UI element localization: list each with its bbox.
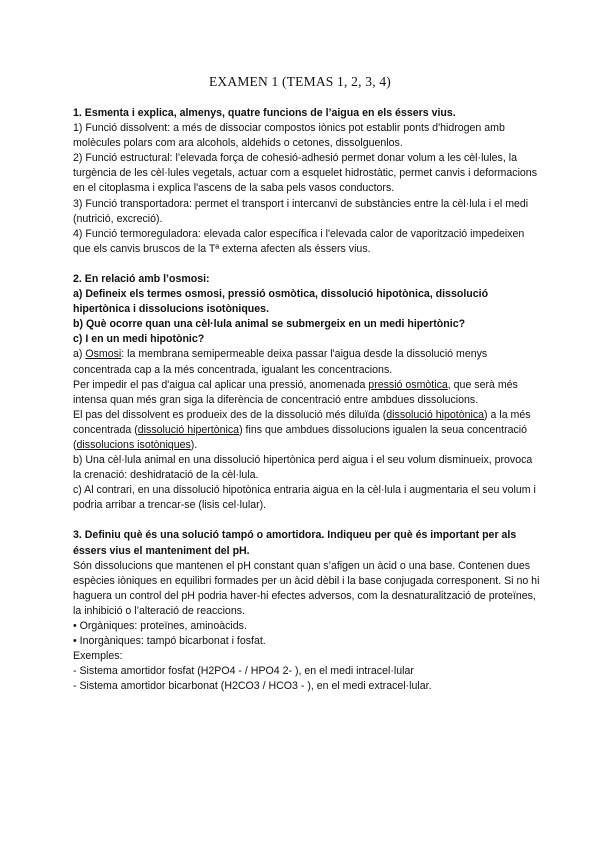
question-3: 3. Definiu què és una solució tampó o amortidora. Indiqueu per què és important per als éssers vius el manteniment del pH. bbox=[73, 529, 517, 557]
answer-3-definition: Són dissolucions que mantenen el pH constant quan s’afigen un àcid o una base. Contenen dues espècies iòniques en equilibri formades per un àcid dèbil i la base conjugada corresponent. Si no hi haguera un control del pH podria haver-hi efectes adversos, com la desnaturalització de proteïnes, la inhibició o l’alteració de reaccions. bbox=[73, 559, 540, 617]
answer-3-bullet-organic: • Orgàniques: proteïnes, aminoàcids. bbox=[73, 620, 247, 632]
answer-1-item-4: 4) Funció termoreguladora: elevada calor específica i l'elevada calor de vaporització impedeixen que els canvis bruscos de la Tª externa afecten als éssers vius. bbox=[73, 227, 525, 255]
answer-3-bullet-inorganic: • Inorgàniques: tampó bicarbonat i fosfat. bbox=[73, 635, 266, 648]
term-osmosi: Osmosi bbox=[85, 348, 122, 361]
term-pressio-osmotica: pressió osmòtica bbox=[368, 378, 448, 391]
question-2-heading: 2. En relació amb l’osmosi: bbox=[73, 272, 210, 285]
question-2b: b) Què ocorre quan una cèl·lula animal se submergeix en un medi hipertònic? bbox=[73, 318, 466, 331]
question-2a: a) Defineix els termes osmosi, pressió osmòtica, dissolució hipotònica, dissolució hipertònica i dissolucions isotòniques. bbox=[73, 288, 489, 316]
term-dissolucions-isotoniques: dissolucions isotòniques bbox=[76, 438, 191, 451]
question-2c: c) I en un medi hipotònic? bbox=[73, 333, 205, 346]
answer-2a-dissolucions: El pas del dissolvent es produeix des de la dissolució més diluïda (dissolució hipotònica) a la més concentrada (dissolució hipertònica) fins que ambdues dissolucions igualen la seua concentració (dissolucions isotòniques). bbox=[73, 408, 531, 451]
answer-2a-osmosi: a) Osmosi: la membrana semipermeable deixa passar l'aigua desde la dissolució menys concentrada cap a la més concentrada, igualant les concentracions. bbox=[73, 348, 488, 376]
document-body bbox=[73, 106, 543, 694]
answer-3-example-phosphate: - Sistema amortidor fosfat (H2PO4 - / HPO4 2- ), en el medi intracel·lular bbox=[73, 665, 414, 678]
term-dissolucio-hipotonica: dissolució hipotònica bbox=[386, 408, 485, 421]
exam-title: EXAMEN 1 (TEMAS 1, 2, 3, 4) bbox=[208, 74, 391, 89]
answer-1-item-2: 2) Funció estructural: l’elevada força de cohesió-adhesió permet donar volum a les cèl·lules, la turgència de les cèl·lules vegetals, actuar com a esquelet hidrostàtic, permet canvis i deformacions en el citoplasma i explica l'ascens de la saba pels vasos conductors. bbox=[73, 152, 537, 195]
answer-2c: c) Al contrari, en una dissolució hipotònica entraria aigua en la cèl·lula i augmentaria el seu volum i podria arribar a trencar-se (lisis cel·lular). bbox=[73, 484, 536, 512]
answer-1-item-1: 1) Funció dissolvent: a més de dissociar compostos iònics pot establir ponts d'hidrogen amb molècules polars com ara alcohols, aldehids o cetones, dissolguenlos. bbox=[73, 122, 505, 150]
answer-2a-pressio: Per impedir el pas d'aigua cal aplicar una pressió, anomenada pressió osmòtica, que serà més intensa quan més gran siga la diferència de concentració entre ambdues dissolucions. bbox=[73, 378, 518, 406]
question-1: 1. Esmenta i explica, almenys, quatre funcions de l’aigua en els éssers vius. bbox=[73, 107, 456, 119]
term-dissolucio-hipertonica: dissolució hipertònica bbox=[137, 423, 240, 436]
answer-1-item-3: 3) Funció transportadora: permet el transport i intercanvi de substàncies entre la cèl·lula i el medi (nutrició, excreció). bbox=[73, 197, 529, 225]
answer-2b: b) Una cèl·lula animal en una dissolució hipertònica perd aigua i el seu volum disminueix, provoca la crenació: deshidratació de la cèl·lula. bbox=[73, 454, 533, 482]
answer-3-examples-label: Exemples: bbox=[73, 650, 123, 663]
answer-3-example-bicarbonate: - Sistema amortidor bicarbonat (H2CO3 / HCO3 - ), en el medi extracel·lular. bbox=[73, 680, 432, 693]
